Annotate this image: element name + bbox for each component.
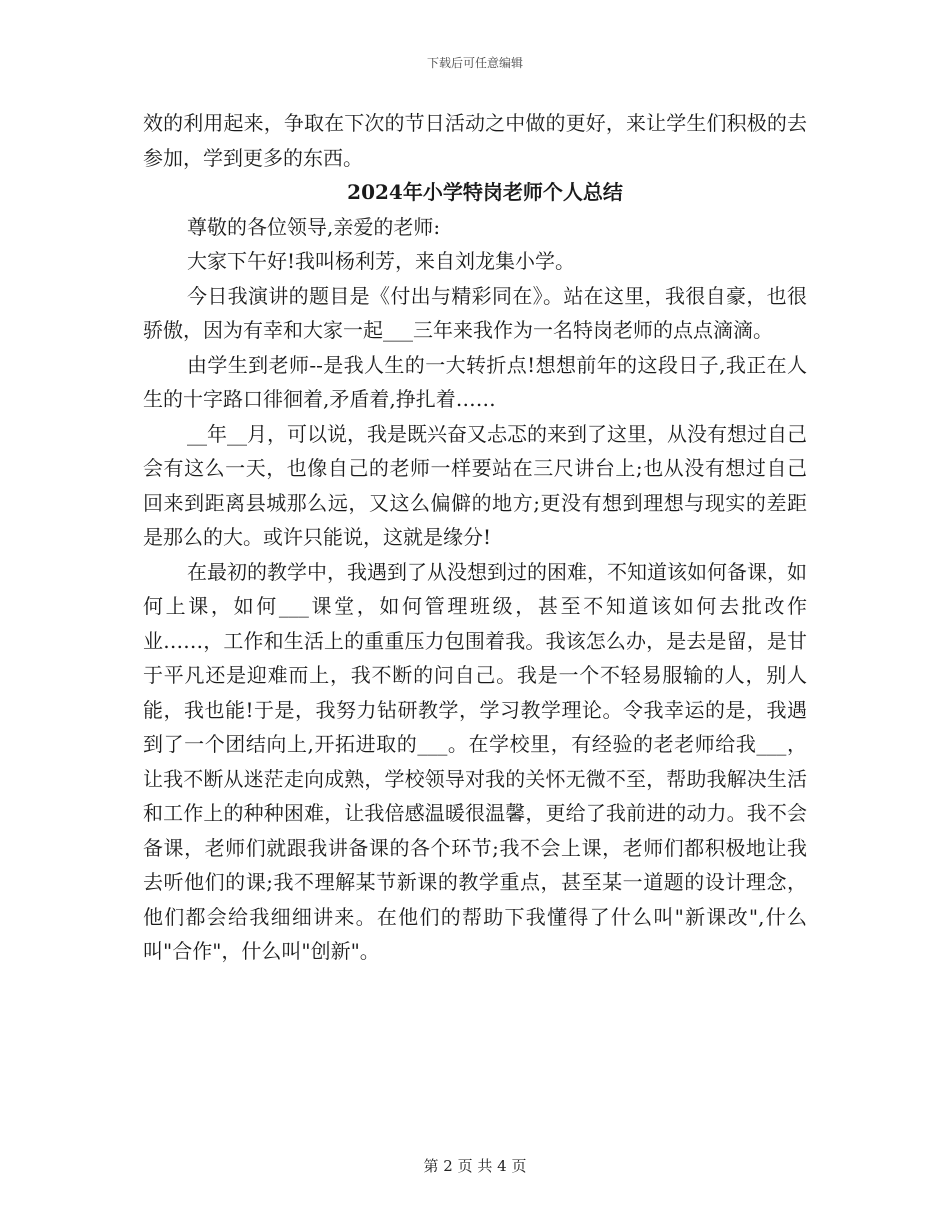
page-indicator: 第 2 页 共 4 页 xyxy=(423,1157,527,1175)
teaching-experience-paragraph: 在最初的教学中，我遇到了从没想到过的困难，不知道该如何备课，如何上课，如何___课堂，如何管理班级，甚至不知道该如何去批改作业……，工作和生活上的重重压力包围着我。我该怎么办，是去是留，是甘于平凡还是迎难而上，我不断的问自己。我是一个不轻易服输的人，别人能，我也能!于是，我努力钻研教学，学习教学理论。令我幸运的是，我遇到了一个团结向上,开拓进取的___。在学校里，有经验的老老师给我___，让我不断从迷茫走向成熟，学校领导对我的关怀无微不至，帮助我解决生活和工作上的种种困难，让我倍感温暖很温馨，更给了我前进的动力。我不会备课，老师们就跟我讲备课的各个环节;我不会上课，老师们都积极地让我去听他们的课;我不理解某节新课的教学重点，甚至某一道题的设计理念，他们都会给我细细讲来。在他们的帮助下我懂得了什么叫"新课改",什么叫"合作"，什么叫"创新"。 xyxy=(143,559,807,963)
header-note: 下载后可任意编辑 xyxy=(426,56,523,70)
turning-point-paragraph: 由学生到老师--是我人生的一大转折点!想想前年的这段日子,我正在人生的十字路口徘徊着,矛盾着,挣扎着…… xyxy=(143,352,807,411)
document-title: 2024年小学特岗老师个人总结 xyxy=(347,180,623,204)
greeting-paragraph: 大家下午好!我叫杨利芳，来自刘龙集小学。 xyxy=(187,249,576,273)
speech-topic-paragraph: 今日我演讲的题目是《付出与精彩同在》。站在这里，我很自豪，也很骄傲，因为有幸和大家一起___三年来我作为一名特岗老师的点点滴滴。 xyxy=(143,283,807,342)
document-body xyxy=(143,106,807,969)
intro-paragraph: 效的利用起来，争取在下次的节日活动之中做的更好，来让学生们积极的去参加，学到更多的东西。 xyxy=(143,111,807,170)
salutation-paragraph: 尊敬的各位领导,亲爱的老师: xyxy=(187,214,441,239)
arrival-paragraph: __年__月，可以说，我是既兴奋又忐忑的来到了这里，从没有想过自己会有这么一天，也像自己的老师一样要站在三尺讲台上;也从没有想过自己回来到距离县城那么远，又这么偏僻的地方;更没有想到理想与现实的差距是那么的大。或许只能说，这就是缘分! xyxy=(143,421,807,549)
